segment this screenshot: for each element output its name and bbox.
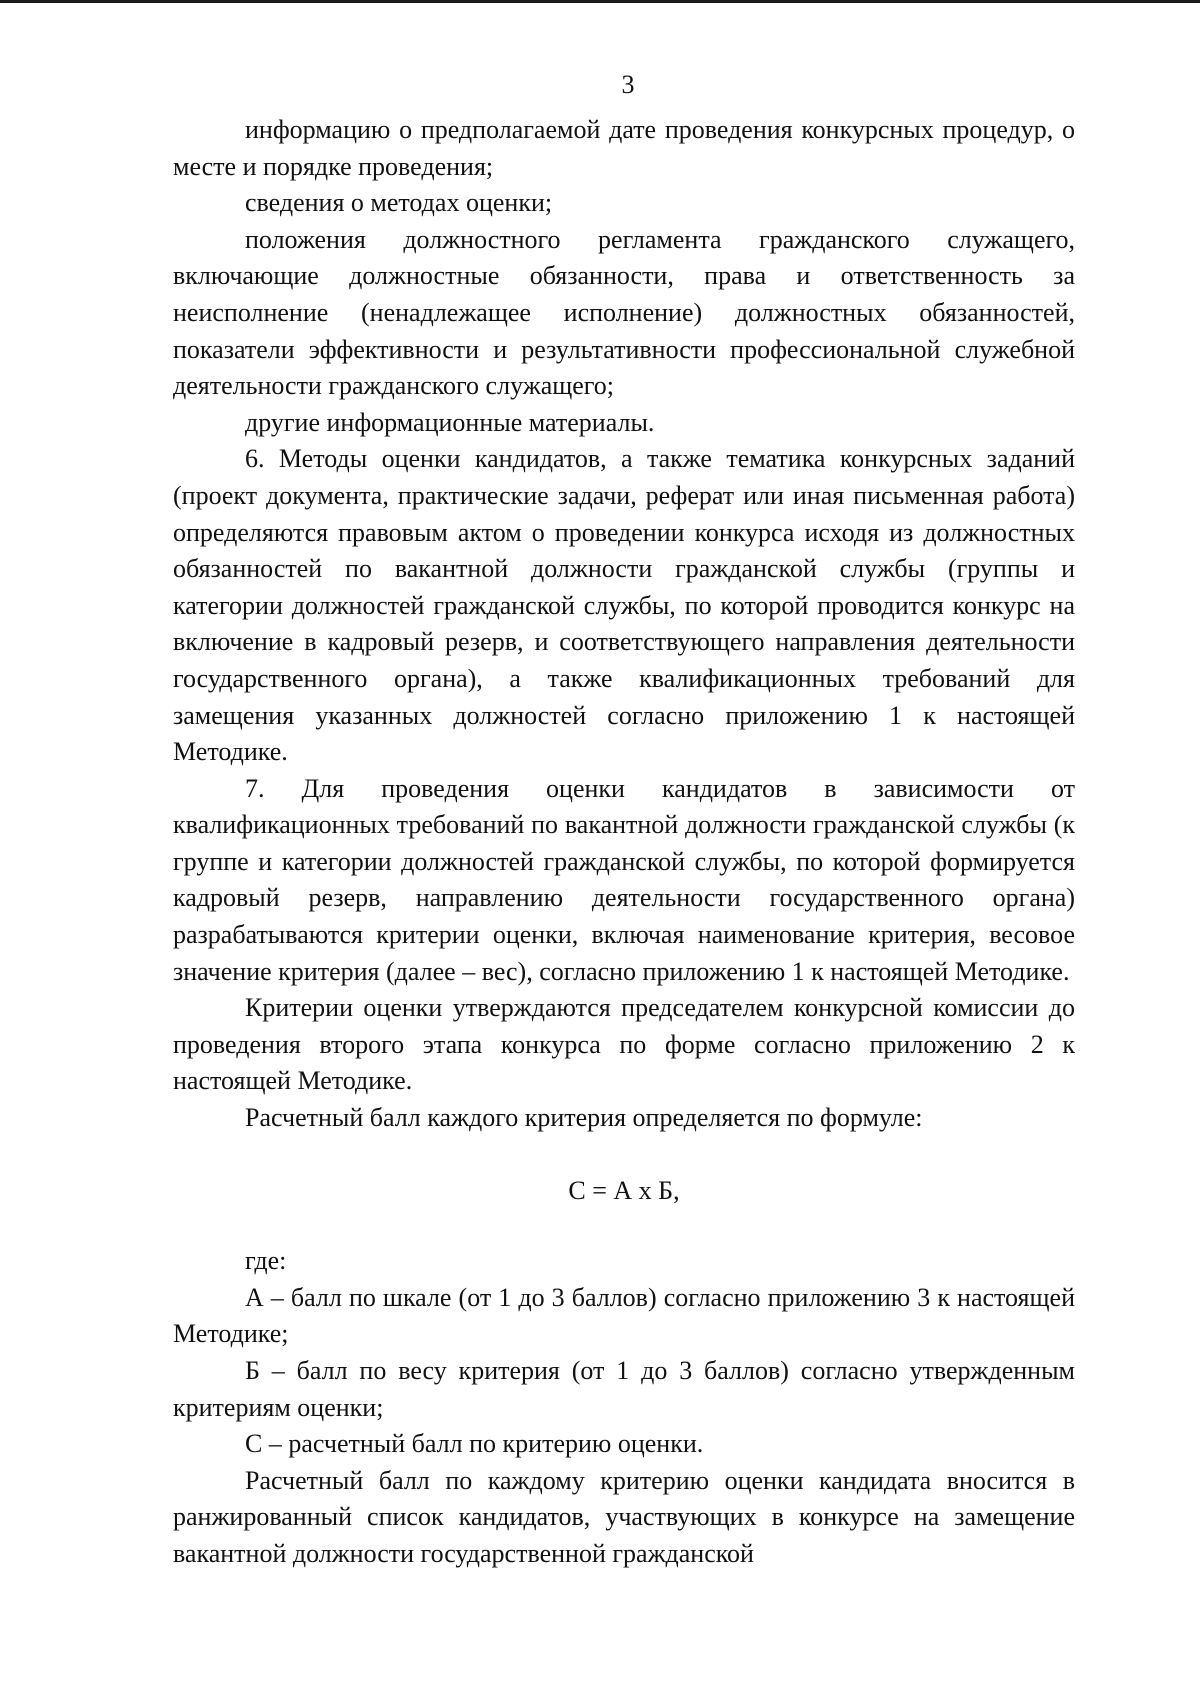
paragraph-where: где: xyxy=(245,1246,287,1276)
paragraph-variable-b: Б – балл по весу критерия (от 1 до 3 баллов) согласно утвержденным критериям оценки; xyxy=(173,1356,1075,1422)
scan-top-border xyxy=(0,0,1200,3)
paragraph-variable-a: А – балл по шкале (от 1 до 3 баллов) согласно приложению 3 к настоящей Методике; xyxy=(173,1282,1075,1349)
paragraph-criteria-approval: Критерии оценки утверждаются председателем конкурсной комиссии до проведения второго этапа конкурса по форме согласно приложению 2 к настоящей Методике. xyxy=(173,993,1075,1096)
paragraph-other-materials: другие информационные материалы. xyxy=(245,407,655,437)
paragraph-regulations: положения должностного регламента гражданского служащего, включающие должностные обязанности, права и ответственность за неисполнение (ненадлежащее исполнение) должностных обязанностей, показатели эффективности и результативности профессиональной служебной деятельности гражданского служащего; xyxy=(173,224,1075,401)
paragraph-variable-c: С – расчетный балл по критерию оценки. xyxy=(245,1429,704,1459)
paragraph-formula-intro: Расчетный балл каждого критерия определяется по формуле: xyxy=(245,1103,923,1133)
document-body xyxy=(173,112,1075,1573)
formula: С = А х Б, xyxy=(568,1175,680,1205)
paragraph-dates-info: информацию о предполагаемой дате проведения конкурсных процедур, о месте и порядке проведения; xyxy=(173,115,1075,181)
page-number: 3 xyxy=(621,70,635,99)
paragraph-item-6: 6. Методы оценки кандидатов, а также тематика конкурсных заданий (проект документа, практические задачи, реферат или иная письменная работа) определяются правовым актом о проведении конкурса исходя из должностных обязанностей по вакантной должности гражданской службы (группы и категории должностей гражданской службы, по которой проводится конкурс на включение в кадровый резерв, и соответствующего направления деятельности государственного органа), а также квалификационных требований для замещения указанных должностей согласно приложению 1 к настоящей Методике. xyxy=(173,444,1075,767)
paragraph-item-7: 7. Для проведения оценки кандидатов в зависимости от квалификационных требований по вакантной должности гражданской службы (к группе и категории должностей гражданской службы, по которой формируется кадровый резерв, направлению деятельности государственного органа) разрабатываются критерии оценки, включая наименование критерия, весовое значение критерия (далее – вес), согласно приложению 1 к настоящей Методике. xyxy=(173,773,1075,986)
paragraph-ranked-list: Расчетный балл по каждому критерию оценки кандидата вносится в ранжированный список кандидатов, участвующих в конкурсе на замещение вакантной должности государственной гражданской xyxy=(173,1465,1075,1568)
paragraph-methods-info: сведения о методах оценки; xyxy=(245,188,553,218)
